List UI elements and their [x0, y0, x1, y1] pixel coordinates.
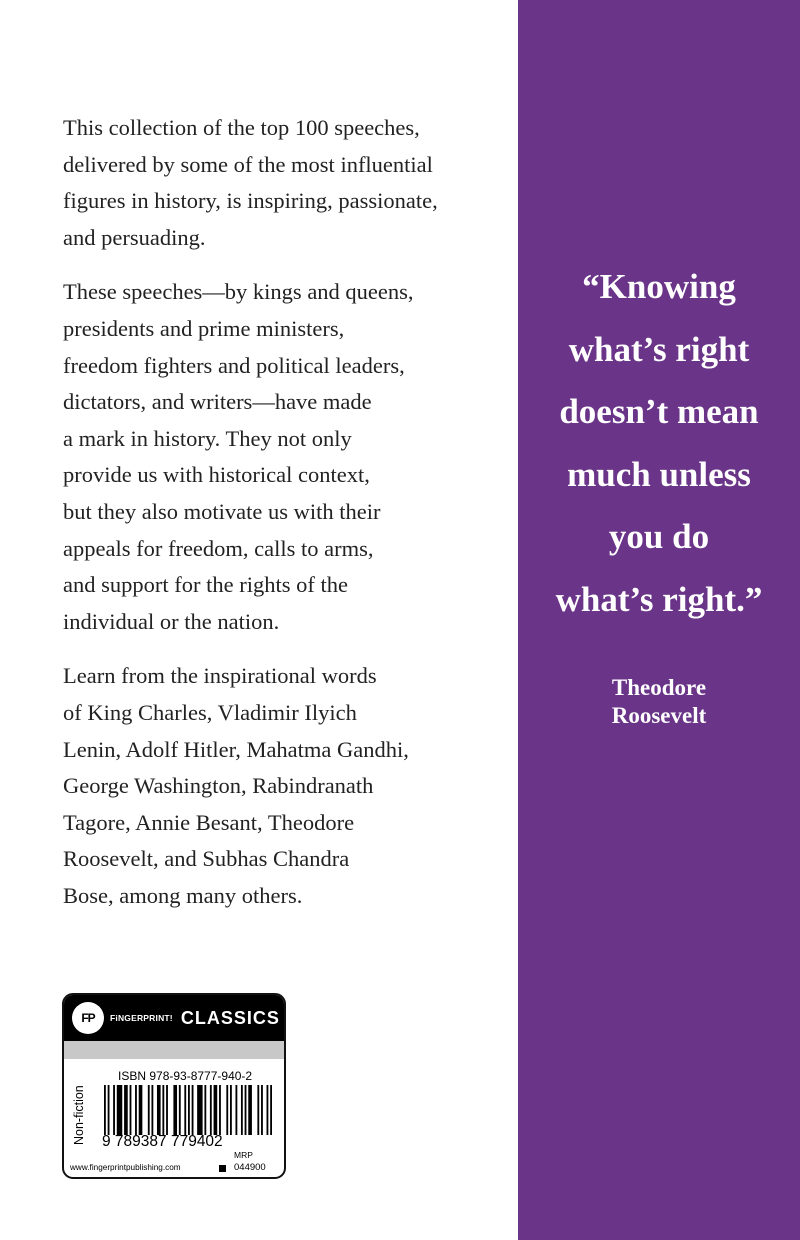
barcode-bar [210, 1085, 212, 1135]
barcode-bar [257, 1085, 259, 1135]
barcode-bar [188, 1085, 190, 1135]
blurb-text [63, 110, 483, 932]
barcode-bar [219, 1085, 221, 1135]
barcode-bar [166, 1085, 168, 1135]
genre-label: Non-fiction [72, 1085, 86, 1145]
blurb-paragraph-3: Learn from the inspirational words of King Charles, Vladimir Ilyich Lenin, Adolf Hitler, Mahatma Gandhi, George Washington, Rabindranath Tagore, Annie Besant, Theodore Roosevelt, and Subhas Chandra Bose, among many others. [63, 663, 409, 908]
publisher-brand: FiNGERPRINT! [110, 1013, 173, 1023]
barcode-bar [151, 1085, 153, 1135]
barcode-bar [104, 1085, 106, 1135]
card-band [64, 1041, 284, 1059]
barcode-card [62, 993, 286, 1179]
blurb-paragraph-1: This collection of the top 100 speeches, delivered by some of the most influential figures in history, is inspiring, passionate, and persuading. [63, 115, 438, 250]
publisher-header [64, 995, 284, 1041]
barcode-bar [117, 1085, 122, 1135]
barcode-bar [173, 1085, 177, 1135]
series-name: CLASSICS [180, 1007, 280, 1028]
barcode-digits: 9 789387 779402 [102, 1133, 223, 1150]
publisher-website: www.fingerprintpublishing.com [70, 1163, 181, 1172]
quote-author: Theodore Roosevelt [611, 675, 707, 728]
barcode-bar [214, 1085, 218, 1135]
barcode-bar [157, 1085, 161, 1135]
barcode-bar [139, 1085, 143, 1135]
mrp-code: 044900 [234, 1162, 266, 1173]
barcode-bar [235, 1085, 237, 1135]
quote-text: “Knowing what’s right doesn’t mean much unless you do what’s right.” [555, 267, 763, 619]
fingerprint-logo-icon: FP [72, 1002, 104, 1034]
barcode-bar [179, 1085, 181, 1135]
barcode-bar [130, 1085, 132, 1135]
barcode-bar [261, 1085, 263, 1135]
barcode-bar [108, 1085, 110, 1135]
barcode-bar [135, 1085, 137, 1135]
barcode-bar [270, 1085, 272, 1135]
barcode-bar [241, 1085, 243, 1135]
barcode-bar [184, 1085, 186, 1135]
barcode-bar [197, 1085, 202, 1135]
barcode-bar [192, 1085, 194, 1135]
isbn-label: ISBN 978-93-8777-940-2 [118, 1069, 253, 1083]
barcode-bar [204, 1085, 206, 1135]
blurb-paragraph-2: These speeches—by kings and queens, presidents and prime ministers, freedom fighters and political leaders, dictators, and writers—have made a mark in history. They not only provide us with historical context, but they also motivate us with their appeals for freedom, calls to arms, and support for the rights of the individual or the nation. [63, 279, 414, 634]
mrp-label: MRP [234, 1150, 253, 1160]
barcode-bar [113, 1085, 115, 1135]
barcode-bar [267, 1085, 269, 1135]
barcode-bar [162, 1085, 164, 1135]
barcode-bar [230, 1085, 232, 1135]
barcode-bar [124, 1085, 128, 1135]
mrp-square-icon [219, 1165, 226, 1172]
barcode-bar [226, 1085, 228, 1135]
barcode-bar [248, 1085, 252, 1135]
barcode-icon [104, 1085, 272, 1135]
barcode-bar [148, 1085, 150, 1135]
barcode-bar [245, 1085, 247, 1135]
